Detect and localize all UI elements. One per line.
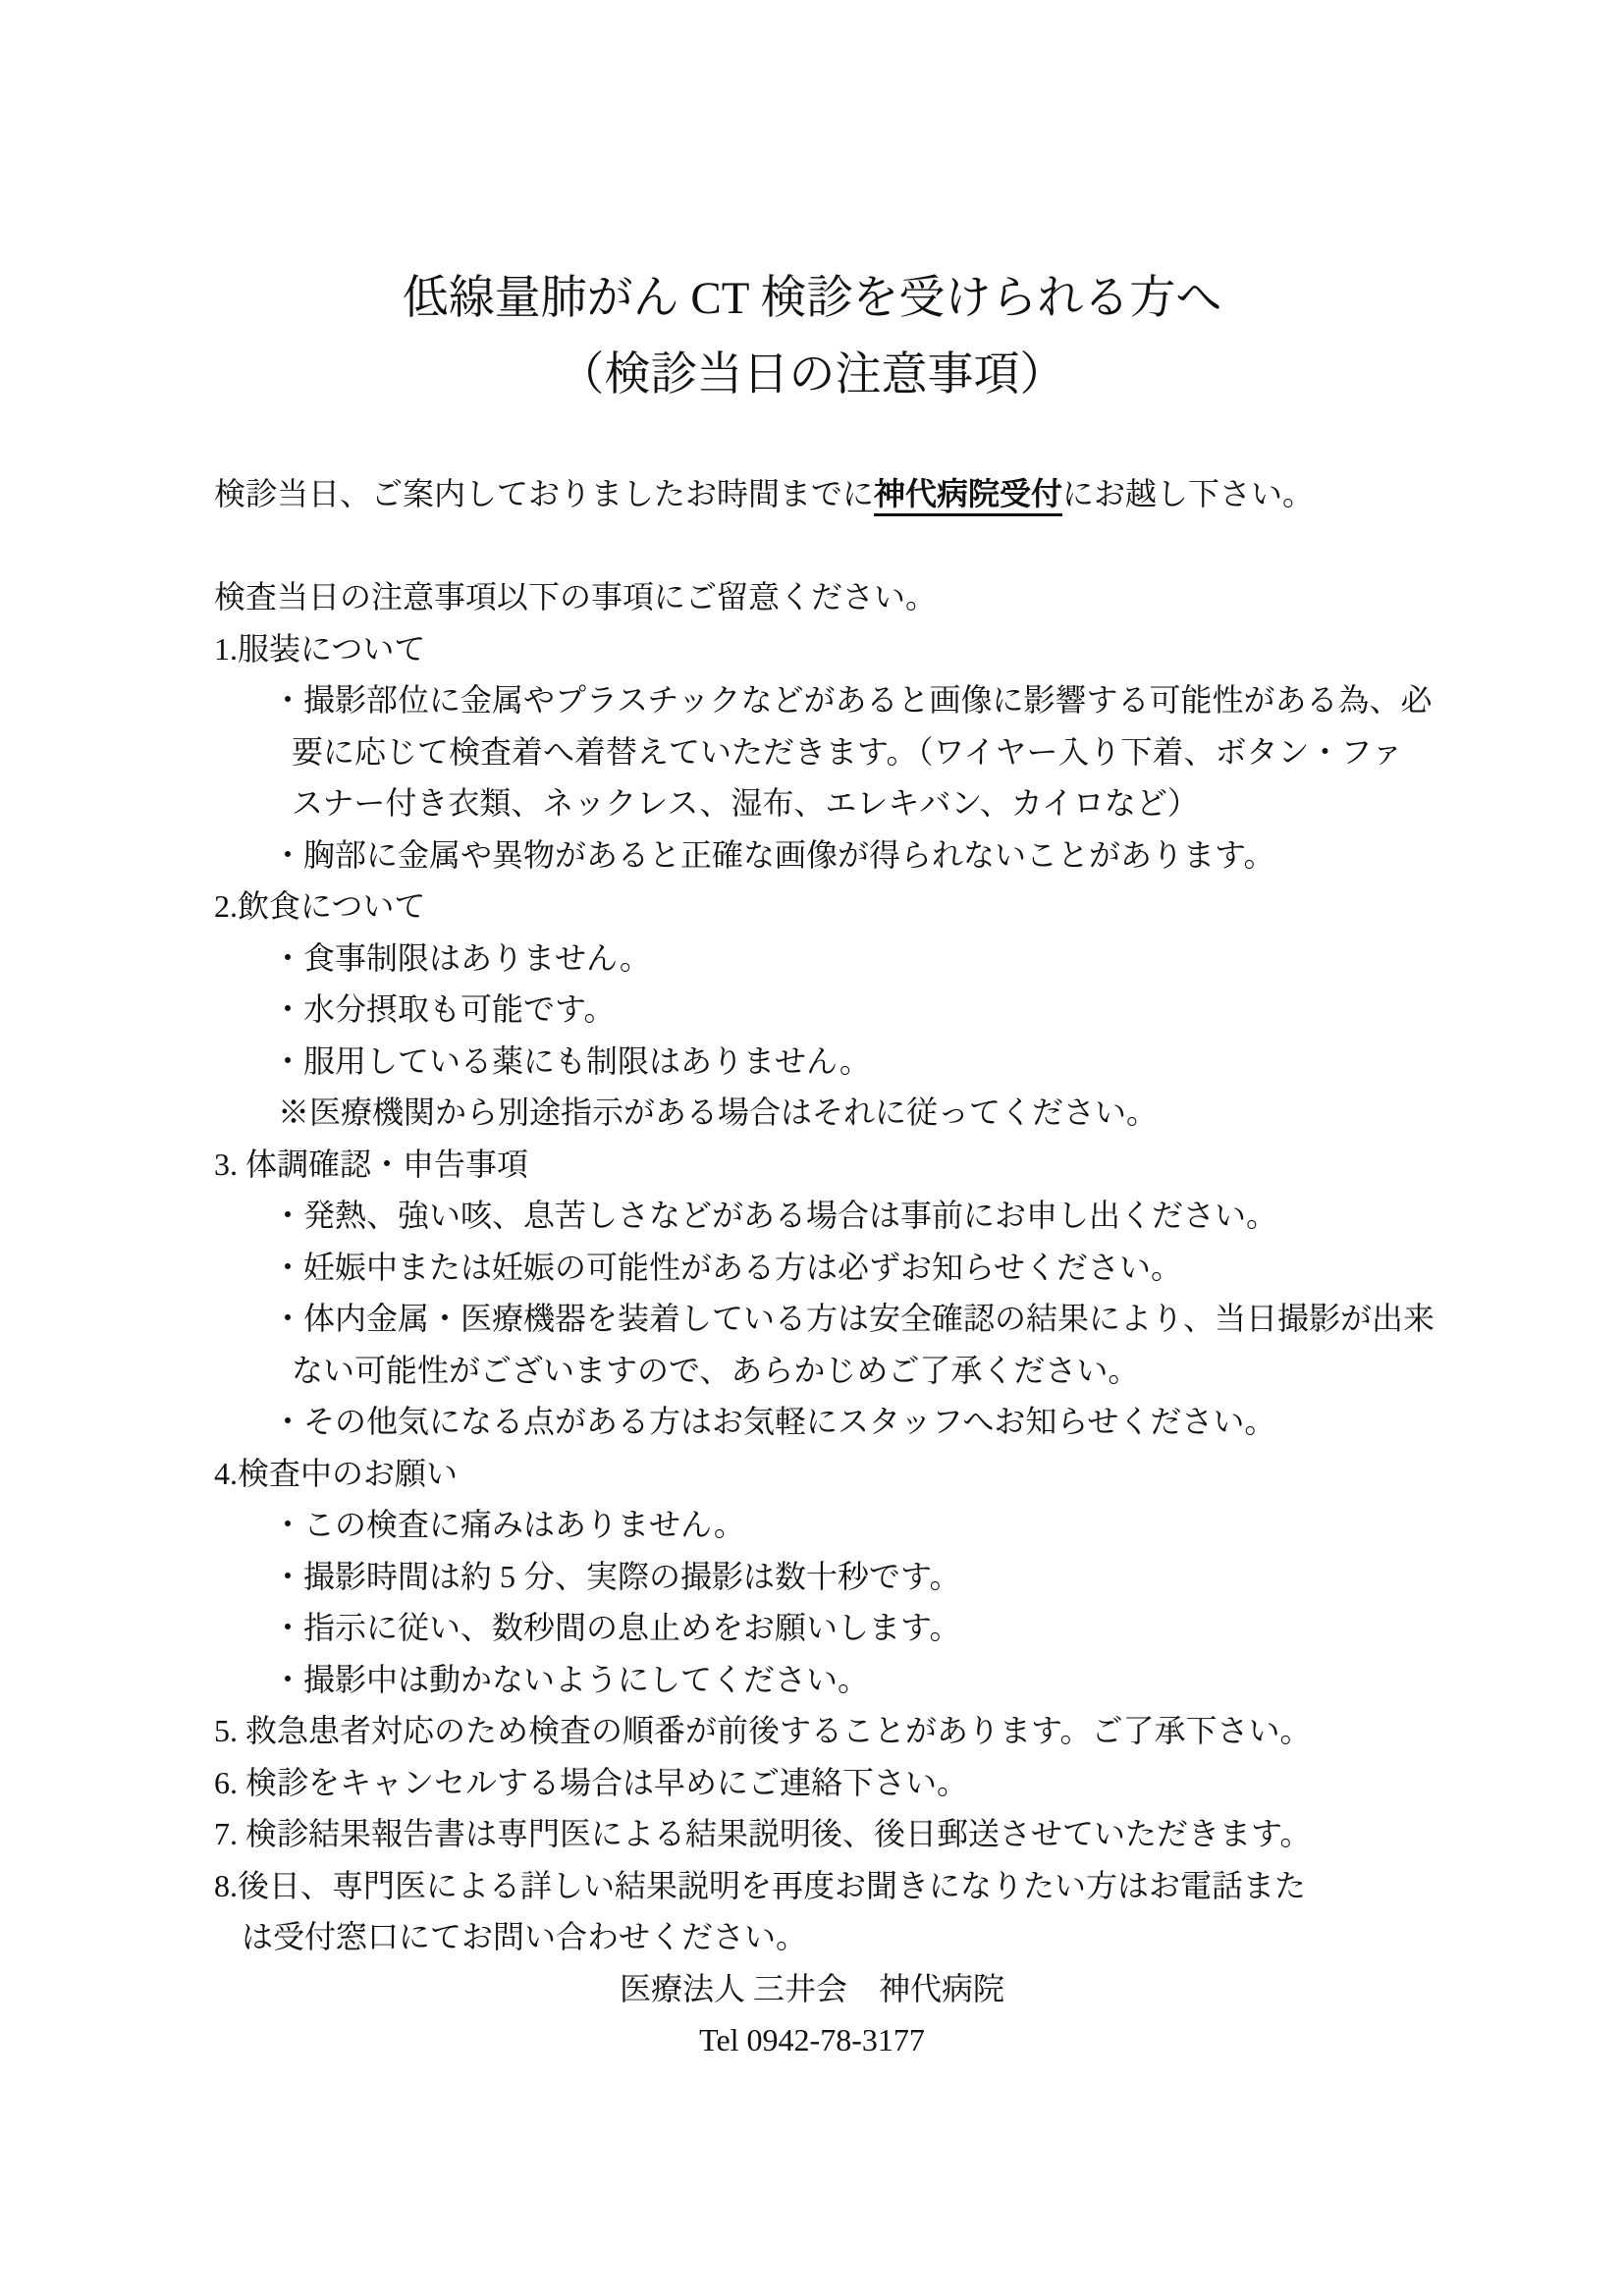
item-5-line: 5. 救急患者対応のため検査の順番が前後することがあります。ご了承下さい。 (214, 1713, 1312, 1748)
bullet-line: ・体内金属・医療機器を装着している方は安全確認の結果により、当日撮影が出来 (272, 1301, 1435, 1336)
bullet-line: ・発熱、強い咳、息苦しさなどがある場合は事前にお申し出ください。 (272, 1198, 1278, 1233)
continuation-line: は受付窓口にてお問い合わせください。 (242, 1919, 808, 1954)
page-subtitle: （検診当日の注意事項） (558, 349, 1066, 400)
bullet-line: ・その他気になる点がある方はお気軽にスタッフへお知らせください。 (272, 1404, 1276, 1439)
item-7-line: 7. 検診結果報告書は専門医による結果説明後、後日郵送させていただきます。 (214, 1816, 1312, 1851)
footer-organization: 医療法人 三井会 神代病院 (619, 1970, 1004, 2006)
bullet-line: ・水分摂取も可能です。 (272, 991, 616, 1027)
intro-highlight-reception: 神代病院受付 (874, 476, 1063, 511)
item-8-line: 8.後日、専門医による詳しい結果説明を再度お聞きになりたい方はお電話また (214, 1867, 1307, 1903)
bullet-line: ・妊娠中または妊娠の可能性がある方は必ずお知らせください。 (272, 1249, 1183, 1285)
continuation-line: ない可能性がございますので、あらかじめご了承ください。 (292, 1352, 1140, 1388)
bullet-line: ・撮影中は動かないようにしてください。 (272, 1661, 870, 1697)
note-line: ※医療機関から別途指示がある場合はそれに従ってください。 (278, 1095, 1159, 1130)
bullet-line: ・服用している薬にも制限はありません。 (272, 1042, 871, 1079)
continuation-line: スナー付き衣類、ネックレス、湿布、エレキバン、カイロなど） (292, 785, 1199, 821)
intro-text-post: にお越し下さい。 (1062, 476, 1315, 511)
section-2-heading: 2.飲食について (214, 888, 426, 924)
bullet-line: ・食事制限はありません。 (272, 939, 651, 976)
intro-paragraph (214, 468, 1624, 520)
section-1-heading: 1.服装について (214, 630, 426, 667)
page-title: 低線量肺がん CT 検診を受けられる方へ (402, 273, 1222, 324)
section-4-heading: 4.検査中のお願い (214, 1455, 459, 1491)
continuation-line: 要に応じて検査着へ着替えていただきます。（ワイヤー入り下着、ボタン・ファ (292, 733, 1403, 770)
document-body (0, 468, 1624, 2066)
footer-telephone: Tel 0942-78-3177 (699, 2022, 925, 2057)
bullet-line: ・胸部に金属や異物があると正確な画像が得られないことがあります。 (272, 836, 1275, 873)
intro-text-pre: 検診当日、ご案内しておりましたお時間までに (214, 476, 875, 511)
bullet-line: ・撮影時間は約 5 分、実際の撮影は数十秒です。 (272, 1558, 961, 1594)
bullet-line: ・この検査に痛みはありません。 (272, 1507, 745, 1542)
item-6-line: 6. 検診をキャンセルする場合は早めにご連絡下さい。 (214, 1764, 969, 1800)
bullet-line: ・指示に従い、数秒間の息止めをお願いします。 (272, 1610, 961, 1645)
blank-line (0, 520, 1624, 572)
notice-heading: 検査当日の注意事項以下の事項にご留意ください。 (214, 579, 938, 614)
bullet-line: ・撮影部位に金属やプラスチックなどがあると画像に影響する可能性がある為、必 (272, 682, 1433, 718)
section-3-heading: 3. 体調確認・申告事項 (214, 1146, 529, 1182)
